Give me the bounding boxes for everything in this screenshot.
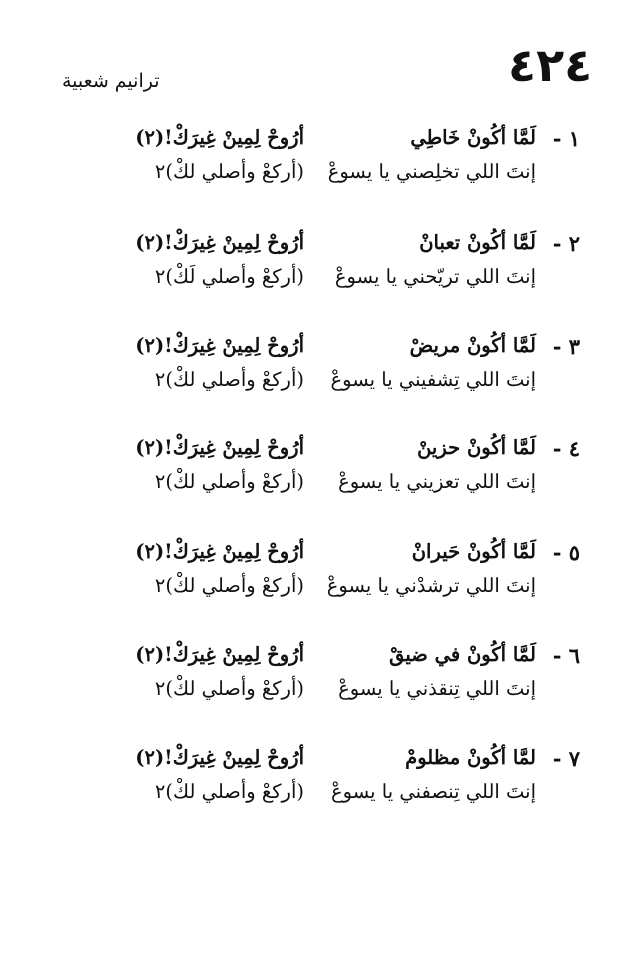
- line1-second-hemistich: أرُوحْ لِمِينْ غِيرَكْ!(٢): [135, 746, 304, 769]
- line2-first-hemistich: إنتَ اللي تعزيني يا يسوعْ: [338, 470, 536, 493]
- line1-first-hemistich: لمَّا أكُونْ مظلومْ: [405, 746, 536, 769]
- verse-number: ١ -: [552, 126, 580, 151]
- line2-second-hemistich: (أركعْ وأصلي لكْ)٢: [154, 677, 304, 700]
- stanza-7: [60, 744, 580, 824]
- line1-second-hemistich: أرُوحْ لِمِينْ غِيرَكْ!(٢): [135, 540, 304, 563]
- stanza-5: [60, 538, 580, 618]
- verse-number: ٦ -: [552, 643, 580, 668]
- line2-first-hemistich: إنتَ اللي تخلِصني يا يسوعْ: [327, 160, 536, 183]
- line2-first-hemistich: إنتَ اللي تِنصفني يا يسوعْ: [331, 780, 536, 803]
- stanza-6: [60, 641, 580, 721]
- line2-first-hemistich: إنتَ اللي ترشدْني يا يسوعْ: [326, 574, 536, 597]
- stanza-1: [60, 124, 580, 204]
- line2-second-hemistich: (أركعْ وأصلي لكْ)٢: [154, 368, 304, 391]
- line1-second-hemistich: أرُوحْ لِمِينْ غِيرَكْ!(٢): [135, 643, 304, 666]
- line1-second-hemistich: أرُوحْ لِمِينْ غِيرَكْ!(٢): [135, 334, 304, 357]
- line1-first-hemistich: لَمَّا أكُونْ خَاطِي: [410, 126, 536, 149]
- running-header: ترانيم شعبية: [62, 70, 160, 92]
- line2-second-hemistich: (أركعْ وأصلي لكْ)٢: [154, 160, 304, 183]
- line1-second-hemistich: أرُوحْ لِمِينْ غِيرَكْ!(٢): [135, 231, 304, 254]
- line1-first-hemistich: لَمَّا أكُونْ تعبانْ: [419, 231, 536, 254]
- line2-second-hemistich: (أركعْ وأصلي لَكْ)٢: [154, 265, 304, 288]
- line1-first-hemistich: لَمَّا أكُونْ حزينْ: [417, 436, 536, 459]
- line1-second-hemistich: أرُوحْ لِمِينْ غِيرَكْ!(٢): [135, 436, 304, 459]
- line2-second-hemistich: (أركعْ وأصلي لكْ)٢: [154, 780, 304, 803]
- line1-second-hemistich: أرُوحْ لِمِينْ غِيرَكْ!(٢): [135, 126, 304, 149]
- verse-number: ٤ -: [552, 436, 580, 461]
- verse-number: ٢ -: [552, 231, 580, 256]
- page-number: ٤٢٤: [508, 38, 593, 92]
- stanza-4: [60, 434, 580, 514]
- line2-second-hemistich: (أركعْ وأصلي لكْ)٢: [154, 470, 304, 493]
- line1-first-hemistich: لَمَّا أكُونْ حَيرانْ: [411, 540, 536, 563]
- line2-second-hemistich: (أركعْ وأصلي لكْ)٢: [154, 574, 304, 597]
- stanza-3: [60, 332, 580, 412]
- line2-first-hemistich: إنتَ اللي تريّحني يا يسوعْ: [334, 265, 536, 288]
- line1-first-hemistich: لَمَّا أكُونْ في ضيقْ: [389, 643, 536, 666]
- verse-number: ٥ -: [552, 540, 580, 565]
- verse-number: ٧ -: [552, 746, 580, 771]
- line2-first-hemistich: إنتَ اللي تِنقذني يا يسوعْ: [338, 677, 536, 700]
- line1-first-hemistich: لَمَّا أكُونْ مريضْ: [409, 334, 536, 357]
- verse-number: ٣ -: [552, 334, 580, 359]
- line2-first-hemistich: إنتَ اللي تِشفيني يا يسوعْ: [330, 368, 536, 391]
- stanza-2: [60, 229, 580, 309]
